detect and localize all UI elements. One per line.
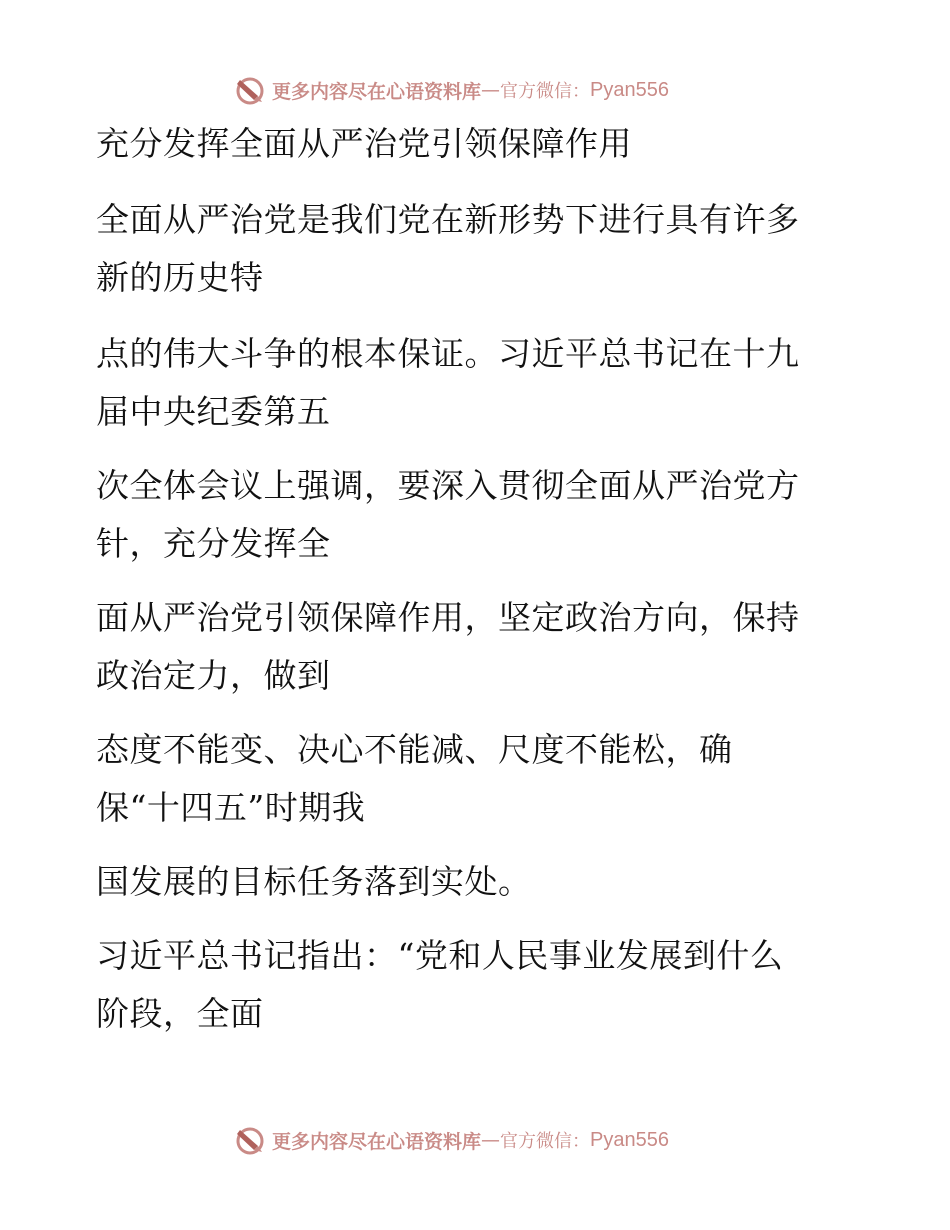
watermark-wechat-id: Pyan556 — [590, 1128, 669, 1151]
text-line: 点的伟大斗争的根本保证。习近平总书记在十九 — [96, 334, 800, 373]
text-line: 届中央纪委第五 — [96, 392, 331, 431]
text-line: 态度不能变、决心不能减、尺度不能松，确 — [96, 730, 733, 769]
text-line: 针，充分发挥全 — [96, 524, 331, 563]
watermark-main-text: 更多内容尽在心语资料库 — [272, 1130, 482, 1153]
watermark-banner-bottom — [234, 1122, 669, 1158]
text-line: 习近平总书记指出：“党和人民事业发展到什么 — [96, 936, 784, 975]
text-line: 政治定力，做到 — [96, 656, 331, 695]
watermark-wechat-id: Pyan556 — [590, 78, 669, 101]
text-line: 全面从严治党是我们党在新形势下进行具有许多 — [96, 200, 800, 239]
watermark-sub-text: 官方微信： — [500, 81, 591, 102]
pen-logo-icon — [234, 74, 266, 106]
watermark-main-text: 更多内容尽在心语资料库 — [272, 80, 482, 103]
text-line: 阶段，全面 — [96, 994, 264, 1033]
text-line: 面从严治党引领保障作用，坚定政治方向，保持 — [96, 598, 800, 637]
text-line: 次全体会议上强调，要深入贯彻全面从严治党方 — [96, 466, 800, 505]
text-line: 新的历史特 — [96, 258, 264, 297]
watermark-sub-text: 官方微信： — [500, 1131, 591, 1152]
watermark-dash: — — [481, 79, 501, 101]
watermark-banner-top — [234, 72, 669, 108]
text-line: 国发展的目标任务落到实处。 — [96, 862, 532, 901]
watermark-dash: — — [481, 1129, 501, 1151]
pen-logo-icon — [234, 1124, 266, 1156]
text-line: 保“十四五”时期我 — [96, 788, 366, 827]
text-line: 充分发挥全面从严治党引领保障作用 — [96, 124, 632, 163]
